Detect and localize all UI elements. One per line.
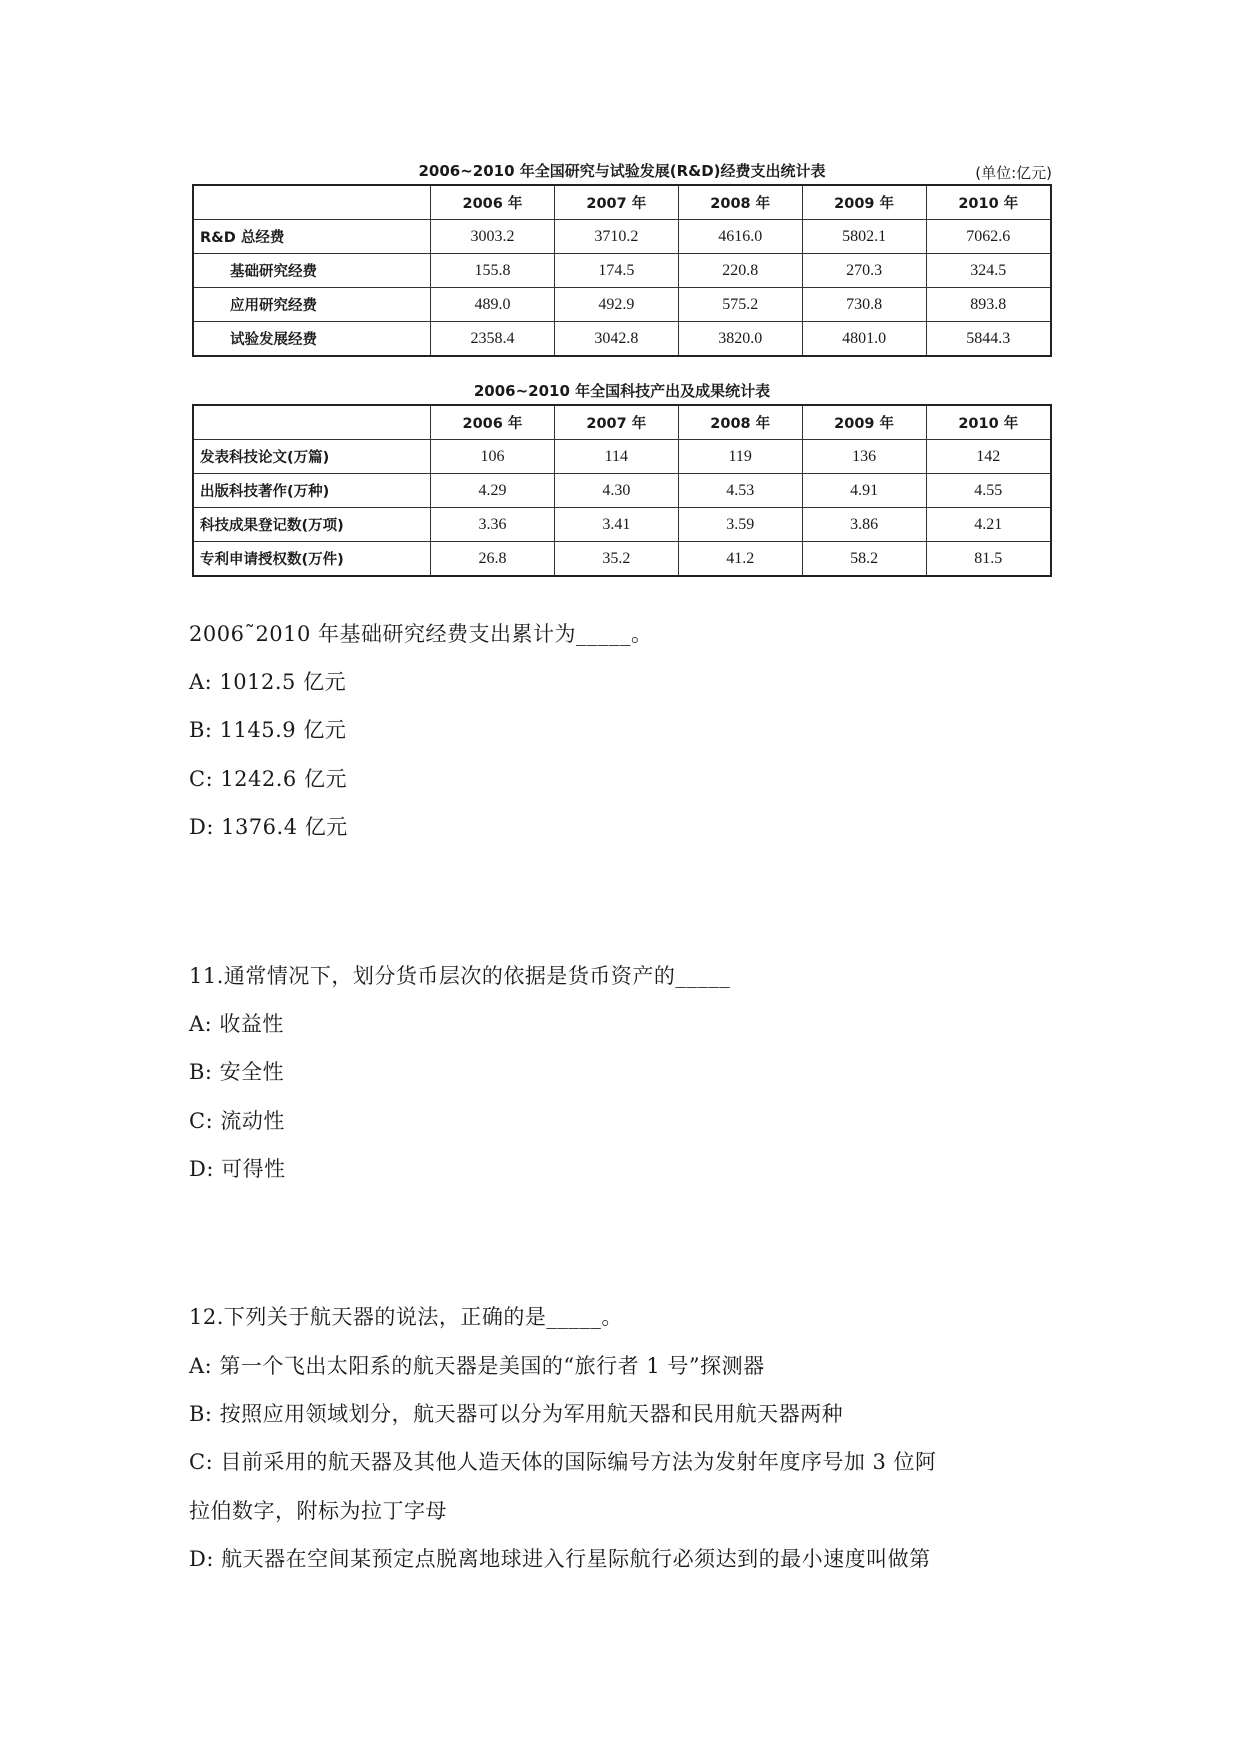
table-cell: 4.91 [802, 474, 926, 508]
table-cell: 3.41 [554, 508, 678, 542]
column-header: 2006 年 [431, 405, 555, 440]
table-cell: 4.21 [926, 508, 1051, 542]
table-cell: 270.3 [802, 254, 926, 288]
table-cell: 489.0 [431, 288, 555, 322]
row-label: 应用研究经费 [193, 288, 431, 322]
tech-output-table-block [192, 376, 1052, 577]
table-cell: 220.8 [678, 254, 802, 288]
table-cell: 730.8 [802, 288, 926, 322]
rd-expenditure-table [192, 184, 1052, 357]
table-cell: 142 [926, 440, 1051, 474]
tech-output-table [192, 404, 1052, 577]
table-cell: 3.59 [678, 508, 802, 542]
column-header: 2010 年 [926, 185, 1051, 220]
table-cell: 3.36 [431, 508, 555, 542]
table-cell: 136 [802, 440, 926, 474]
table-cell: 4.29 [431, 474, 555, 508]
table-cell: 119 [678, 440, 802, 474]
column-header: 2006 年 [431, 185, 555, 220]
table-cell: 26.8 [431, 542, 555, 577]
table-cell: 35.2 [554, 542, 678, 577]
answer-option: D: 可得性 [189, 1157, 286, 1181]
table-row [193, 474, 1051, 508]
table-cell: 4.55 [926, 474, 1051, 508]
table-cell: 174.5 [554, 254, 678, 288]
rd-table-title: 2006~2010 年全国研究与试验发展(R&D)经费支出统计表 [418, 162, 826, 180]
row-label: 基础研究经费 [193, 254, 431, 288]
table-row [193, 288, 1051, 322]
column-header: 2009 年 [802, 185, 926, 220]
answer-option: A: 收益性 [189, 1012, 284, 1036]
row-label: 发表科技论文(万篇) [193, 440, 431, 474]
table-cell: 575.2 [678, 288, 802, 322]
question-stem: 2006˜2010 年基础研究经费支出累计为_____。 [189, 622, 653, 646]
answer-option: C: 1242.6 亿元 [189, 767, 347, 791]
question-stem: 11.通常情况下，划分货币层次的依据是货币资产的_____ [189, 964, 731, 988]
table-cell: 3003.2 [431, 220, 555, 254]
corner-cell [193, 185, 431, 220]
table-header-row [193, 405, 1051, 440]
corner-cell [193, 405, 431, 440]
tech-table-title: 2006~2010 年全国科技产出及成果统计表 [473, 382, 771, 400]
table-cell: 5844.3 [926, 322, 1051, 357]
answer-option: D: 航天器在空间某预定点脱离地球进入行星际航行必须达到的最小速度叫做第 [189, 1547, 931, 1571]
row-label: 出版科技著作(万种) [193, 474, 431, 508]
row-label: 试验发展经费 [193, 322, 431, 357]
table-cell: 3.86 [802, 508, 926, 542]
table-cell: 3710.2 [554, 220, 678, 254]
column-header: 2008 年 [678, 405, 802, 440]
table-cell: 41.2 [678, 542, 802, 577]
answer-option: D: 1376.4 亿元 [189, 815, 348, 839]
table-cell: 155.8 [431, 254, 555, 288]
table-header-row [193, 185, 1051, 220]
rd-table-unit: (单位:亿元) [975, 164, 1052, 182]
table-cell: 324.5 [926, 254, 1051, 288]
table-cell: 2358.4 [431, 322, 555, 357]
answer-option: A: 第一个飞出太阳系的航天器是美国的“旅行者 1 号”探测器 [189, 1354, 765, 1378]
answer-option: C: 流动性 [189, 1109, 285, 1133]
table-cell: 7062.6 [926, 220, 1051, 254]
answer-option: A: 1012.5 亿元 [189, 670, 347, 694]
table-row [193, 508, 1051, 542]
table-cell: 893.8 [926, 288, 1051, 322]
table-cell: 5802.1 [802, 220, 926, 254]
answer-option: B: 安全性 [189, 1060, 285, 1084]
table-cell: 492.9 [554, 288, 678, 322]
table-cell: 4801.0 [802, 322, 926, 357]
table-cell: 114 [554, 440, 678, 474]
table-cell: 81.5 [926, 542, 1051, 577]
table-row [193, 322, 1051, 357]
answer-option: C: 目前采用的航天器及其他人造天体的国际编号方法为发射年度序号加 3 位阿 [189, 1450, 937, 1474]
answer-option: B: 1145.9 亿元 [189, 718, 347, 742]
table-cell: 58.2 [802, 542, 926, 577]
table-row [193, 542, 1051, 577]
column-header: 2009 年 [802, 405, 926, 440]
table-cell: 4.53 [678, 474, 802, 508]
table-row [193, 440, 1051, 474]
table-cell: 4616.0 [678, 220, 802, 254]
table-cell: 3042.8 [554, 322, 678, 357]
column-header: 2008 年 [678, 185, 802, 220]
question-stem: 12.下列关于航天器的说法，正确的是_____。 [189, 1305, 623, 1329]
answer-option: B: 按照应用领域划分，航天器可以分为军用航天器和民用航天器两种 [189, 1402, 844, 1426]
answer-option-continuation: 拉伯数字，附标为拉丁字母 [189, 1499, 447, 1523]
column-header: 2010 年 [926, 405, 1051, 440]
table-cell: 4.30 [554, 474, 678, 508]
row-label: 专利申请授权数(万件) [193, 542, 431, 577]
row-label: 科技成果登记数(万项) [193, 508, 431, 542]
column-header: 2007 年 [554, 185, 678, 220]
row-label: R&D 总经费 [193, 220, 431, 254]
table-row [193, 254, 1051, 288]
table-cell: 106 [431, 440, 555, 474]
table-cell: 3820.0 [678, 322, 802, 357]
column-header: 2007 年 [554, 405, 678, 440]
table-row [193, 220, 1051, 254]
rd-expenditure-table-block [192, 156, 1052, 357]
